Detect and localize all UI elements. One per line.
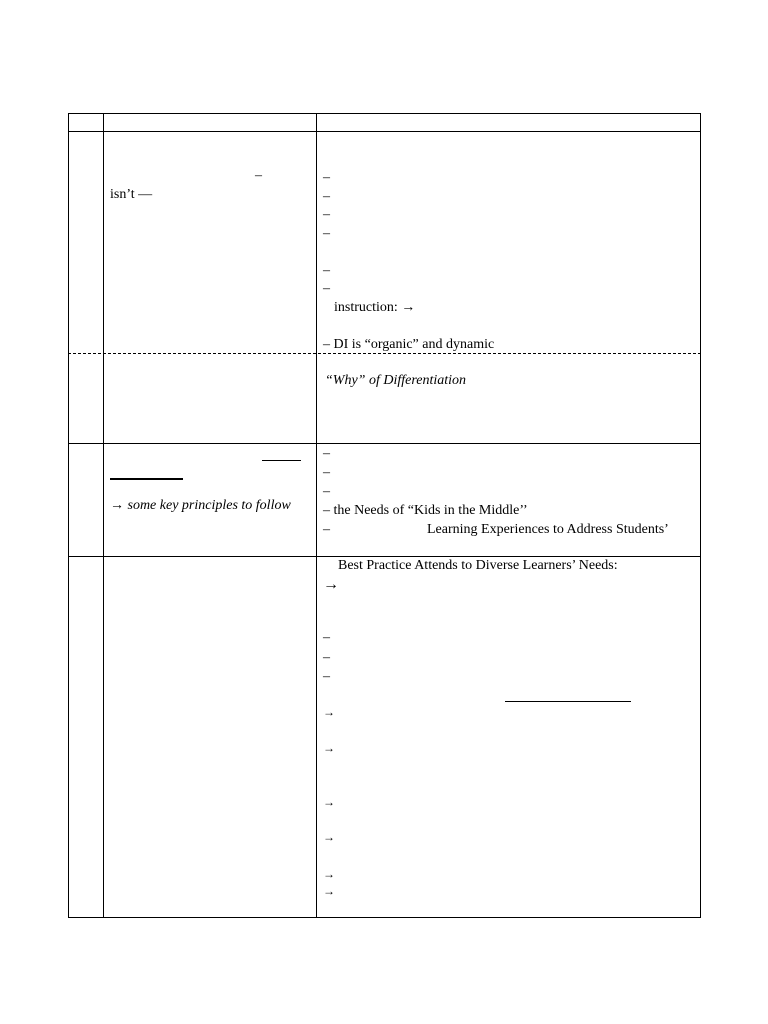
row4-best-practice-text: Best Practice Attends to Diverse Learners’ Needs:	[338, 558, 618, 573]
row3-right-dash-5: –	[323, 522, 330, 537]
table-right-border	[700, 113, 701, 918]
row4-arrow-5: →	[323, 867, 335, 881]
row1-instruction-text: instruction: →	[334, 300, 416, 315]
row4-arrow-4: →	[323, 830, 335, 844]
row2-why-text: “Why” of Differentiation	[325, 373, 467, 388]
row3-right-dash-1: –	[323, 446, 330, 461]
row4-arrow-2: →	[323, 741, 335, 755]
row1-right-dash-2: –	[323, 189, 330, 204]
column-divider-1	[103, 113, 104, 918]
row3-kids-text: – the Needs of “Kids in the Middle’’	[323, 503, 528, 518]
row3-underline-1	[262, 460, 301, 461]
row4-arrow-1: →	[323, 705, 335, 719]
row1-left-dash: –	[255, 168, 262, 183]
row3-underline-2	[110, 478, 183, 480]
row4-dash-1: –	[323, 630, 330, 645]
row3-right-dash-2: –	[323, 465, 330, 480]
row3-border	[68, 556, 701, 557]
row1-right-dash-1: –	[323, 170, 330, 185]
row4-arrow-6: →	[323, 884, 335, 898]
header-row-border	[68, 131, 701, 132]
table-left-border	[68, 113, 69, 918]
row1-right-dash-4: –	[323, 226, 330, 241]
table-top-border	[68, 113, 701, 114]
row1-dashed-border	[68, 353, 701, 354]
row1-right-dash-6: –	[323, 281, 330, 296]
row1-right-dash-3: –	[323, 207, 330, 222]
row4-underline	[505, 701, 631, 702]
row4-big-arrow: →	[323, 576, 339, 593]
row3-principles-text: → some key principles to follow	[110, 498, 291, 513]
row1-organic-text: – DI is “organic” and dynamic	[323, 337, 495, 352]
row4-arrow-3: →	[323, 795, 335, 809]
column-divider-2	[316, 113, 317, 918]
row4-dash-2: –	[323, 650, 330, 665]
row3-right-dash-3: –	[323, 484, 330, 499]
row4-dash-3: –	[323, 669, 330, 684]
row1-left-isnt: isn’t —	[110, 187, 153, 202]
row2-border	[68, 443, 701, 444]
row3-learning-text: Learning Experiences to Address Students’	[427, 522, 669, 537]
row1-right-dash-5: –	[323, 263, 330, 278]
table-bottom-border	[68, 917, 701, 918]
